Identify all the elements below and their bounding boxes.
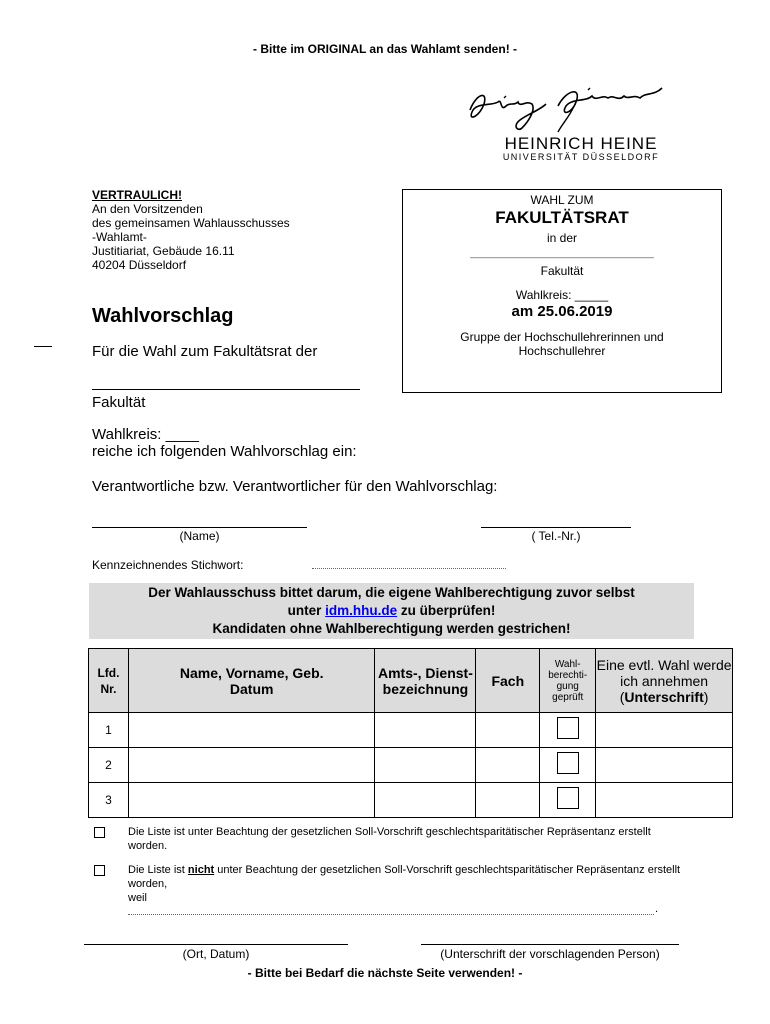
election-in-der: in der: [546, 231, 578, 245]
submit-line: reiche ich folgenden Wahlvorschlag ein:: [92, 443, 357, 460]
logo-subtitle: UNIVERSITÄT DÜSSELDORF: [502, 152, 660, 162]
wahlkreis-label: Wahlkreis: ____: [92, 426, 199, 443]
signature-cell[interactable]: [596, 748, 733, 783]
top-notice: - Bitte im ORIGINAL an das Wahlamt senden! -: [252, 42, 518, 56]
row-number: 3: [89, 783, 129, 818]
logo-name: HEINRICH HEINE: [504, 134, 658, 153]
wahl-cell: [540, 783, 596, 818]
option1-checkbox[interactable]: [94, 827, 105, 838]
keyword-input-line[interactable]: [312, 568, 506, 569]
option2-weil: weil: [128, 892, 147, 904]
row-number: 1: [89, 713, 129, 748]
name-label: (Name): [179, 529, 220, 543]
col-header-name: Name, Vorname, Geb. Datum: [128, 649, 375, 713]
tel-input-line[interactable]: [481, 527, 631, 528]
name-cell[interactable]: [128, 748, 375, 783]
election-wahlkreis: Wahlkreis: _____: [515, 288, 609, 302]
table-header-row: [89, 649, 733, 713]
name-input-line[interactable]: [92, 527, 307, 528]
election-title: FAKULTÄTSRAT: [495, 208, 629, 227]
address-line: 40204 Düsseldorf: [92, 258, 187, 272]
table-row: [89, 748, 733, 783]
accept-signature-note: [596, 689, 732, 705]
notice-text: unter: [287, 603, 326, 618]
place-date-label: (Ort, Datum): [182, 947, 250, 961]
amts-cell[interactable]: [375, 713, 476, 748]
eligibility-checkbox[interactable]: [557, 717, 579, 739]
margin-mark: [34, 346, 52, 347]
university-logo: [462, 76, 682, 164]
reason-end-dot: .: [655, 903, 659, 915]
election-group-line: Gruppe der Hochschullehrerinnen und: [460, 330, 664, 344]
col-header-amts: Amts-, Dienst- bezeichnung: [375, 649, 476, 713]
option2-part: unter Beachtung der gesetzlichen Soll-Vorschrift geschlechtsparitätischer Repräsentanz erstellt worden,: [128, 864, 681, 890]
signature-cell[interactable]: [596, 713, 733, 748]
keyword-label: Kennzeichnendes Stichwort:: [92, 558, 244, 572]
election-group: [403, 330, 721, 358]
election-date: am 25.06.2019: [511, 303, 613, 320]
table-row: [89, 713, 733, 748]
candidate-table: [88, 648, 733, 818]
faculty-input-line[interactable]: [92, 389, 360, 390]
address-line: Justitiariat, Gebäude 16.11: [92, 244, 235, 258]
wahl-cell: [540, 713, 596, 748]
faculty-label: Fakultät: [92, 394, 146, 411]
amts-cell[interactable]: [375, 748, 476, 783]
signature-cell[interactable]: [596, 783, 733, 818]
fach-cell[interactable]: [476, 713, 540, 748]
election-fakultaet: Fakultät: [540, 264, 584, 278]
fach-cell[interactable]: [476, 783, 540, 818]
eligibility-checkbox[interactable]: [557, 752, 579, 774]
election-box: [402, 189, 722, 393]
election-group-line: Hochschullehrer: [518, 344, 606, 358]
address-line: -Wahlamt-: [92, 230, 147, 244]
option2-text: [128, 863, 688, 905]
signature-image: [462, 76, 672, 136]
confidential-label: VERTRAULICH!: [92, 188, 182, 202]
signature-line[interactable]: [421, 944, 679, 945]
paren: ): [703, 688, 709, 705]
address-line: des gemeinsamen Wahlausschusses: [92, 216, 290, 230]
signature-label: (Unterschrift der vorschlagenden Person): [440, 947, 660, 961]
col-header-lfd: Lfd. Nr.: [89, 649, 129, 713]
option1-text: Die Liste ist unter Beachtung der gesetzlichen Soll-Vorschrift geschlechtsparitätischer Repräsentanz erstellt worden.: [128, 826, 651, 852]
notice-box: [89, 583, 694, 639]
amts-cell[interactable]: [375, 783, 476, 818]
option2-part: Die Liste ist: [128, 864, 188, 876]
notice-text: zu überprüfen!: [397, 603, 496, 618]
eligibility-checkbox[interactable]: [557, 787, 579, 809]
tel-label: ( Tel.-Nr.): [531, 529, 581, 543]
idm-link[interactable]: idm.hhu.de: [325, 603, 398, 618]
col-header-wahl: Wahl- berechti- gung geprüft: [540, 649, 596, 713]
paren: (: [619, 688, 625, 705]
notice-line2: [89, 602, 694, 620]
fach-cell[interactable]: [476, 748, 540, 783]
name-cell[interactable]: [128, 713, 375, 748]
election-line1: WAHL ZUM: [530, 193, 594, 207]
page-title: Wahlvorschlag: [92, 305, 234, 327]
wahl-cell: [540, 748, 596, 783]
intro-text: Für die Wahl zum Fakultätsrat der: [92, 343, 318, 360]
notice-line3: Kandidaten ohne Wahlberechtigung werden gestrichen!: [212, 621, 571, 636]
row-number: 2: [89, 748, 129, 783]
address-block: [92, 188, 290, 272]
notice-line1: Der Wahlausschuss bittet darum, die eigene Wahlberechtigung zuvor selbst: [148, 585, 635, 600]
address-line: An den Vorsitzenden: [92, 202, 203, 216]
name-cell[interactable]: [128, 783, 375, 818]
col-header-fach: Fach: [476, 649, 540, 713]
election-faculty-blank: _________________________________: [470, 248, 654, 259]
accept-text: Eine evtl. Wahl werde ich annehmen: [596, 656, 732, 689]
next-page-note: - Bitte bei Bedarf die nächste Seite verwenden! -: [247, 966, 523, 980]
responsible-label: Verantwortliche bzw. Verantwortlicher für den Wahlvorschlag:: [92, 478, 498, 495]
option2-checkbox[interactable]: [94, 865, 105, 876]
col-header-accept: [596, 649, 733, 713]
place-date-line[interactable]: [84, 944, 348, 945]
option2-bold: nicht: [187, 864, 215, 876]
table-row: [89, 783, 733, 818]
reason-input-line[interactable]: [128, 914, 654, 915]
accept-bold: Unterschrift: [624, 688, 704, 705]
